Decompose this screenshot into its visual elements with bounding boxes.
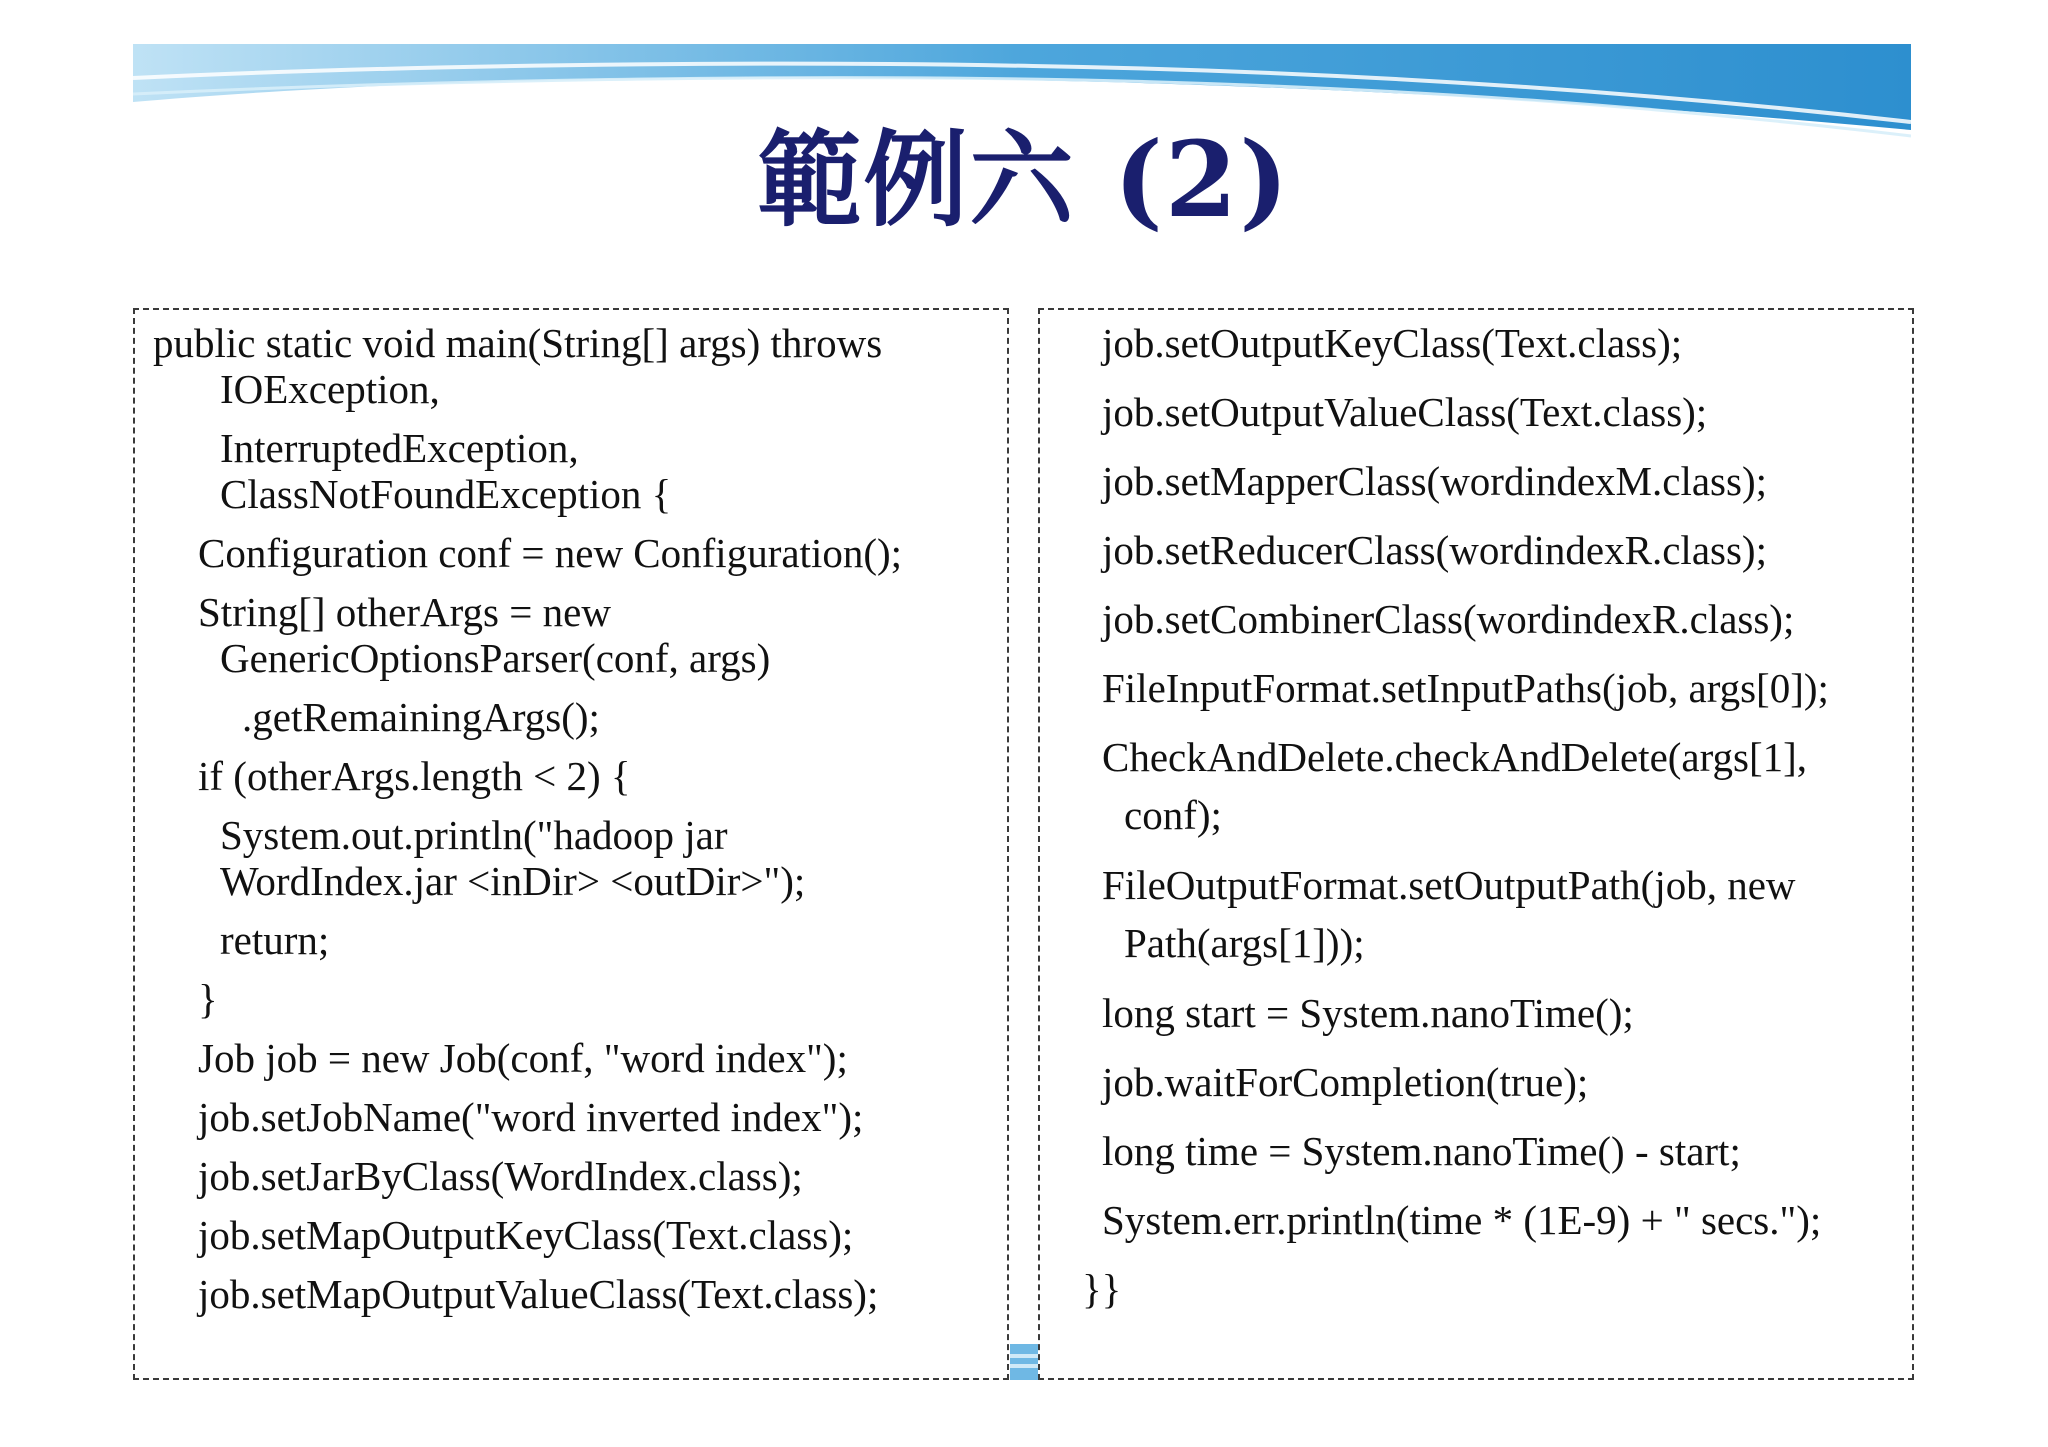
code-line: Path(args[1])); bbox=[1124, 920, 1365, 966]
code-line: CheckAndDelete.checkAndDelete(args[1], bbox=[1102, 734, 1808, 780]
slide-divider-marker bbox=[1010, 1344, 1038, 1380]
code-line: job.setJarByClass(WordIndex.class); bbox=[198, 1153, 803, 1199]
slide-title: 範例六 (2) bbox=[757, 118, 1291, 241]
code-line: job.setMapperClass(wordindexM.class); bbox=[1102, 458, 1767, 504]
code-line: .getRemainingArgs(); bbox=[242, 694, 600, 740]
code-line: Job job = new Job(conf, "word index"); bbox=[198, 1035, 848, 1081]
code-line: Configuration conf = new Configuration(); bbox=[198, 530, 903, 576]
code-line: job.setMapOutputValueClass(Text.class); bbox=[198, 1271, 879, 1317]
code-panel-left bbox=[133, 308, 1009, 1380]
code-line: long time = System.nanoTime() - start; bbox=[1102, 1128, 1741, 1174]
code-line: String[] otherArgs = new bbox=[198, 589, 611, 635]
code-line: job.setOutputValueClass(Text.class); bbox=[1102, 389, 1708, 435]
code-line: job.setOutputKeyClass(Text.class); bbox=[1102, 320, 1683, 366]
code-line: job.setMapOutputKeyClass(Text.class); bbox=[198, 1212, 854, 1258]
code-line: return; bbox=[220, 917, 330, 963]
code-line: job.setReducerClass(wordindexR.class); bbox=[1102, 527, 1767, 573]
code-line: }} bbox=[1082, 1266, 1122, 1312]
code-line: WordIndex.jar <inDir> <outDir>"); bbox=[220, 858, 806, 904]
code-line: public static void main(String[] args) throws bbox=[153, 320, 883, 366]
code-line: job.setCombinerClass(wordindexR.class); bbox=[1102, 596, 1795, 642]
code-panel-right bbox=[1038, 308, 1914, 1380]
code-line: System.err.println(time * (1E-9) + " secs."); bbox=[1102, 1197, 1822, 1243]
code-line: ClassNotFoundException { bbox=[220, 471, 672, 517]
code-line: } bbox=[198, 976, 218, 1022]
code-line: System.out.println("hadoop jar bbox=[220, 812, 728, 858]
code-line: InterruptedException, bbox=[220, 425, 579, 471]
code-line: job.setJobName("word inverted index"); bbox=[198, 1094, 864, 1140]
code-line: conf); bbox=[1124, 792, 1222, 838]
code-line: long start = System.nanoTime(); bbox=[1102, 990, 1634, 1036]
code-line: GenericOptionsParser(conf, args) bbox=[220, 635, 771, 681]
code-line: job.waitForCompletion(true); bbox=[1102, 1059, 1589, 1105]
code-line: FileOutputFormat.setOutputPath(job, new bbox=[1102, 862, 1796, 908]
code-line: FileInputFormat.setInputPaths(job, args[0]); bbox=[1102, 665, 1829, 711]
code-line: if (otherArgs.length < 2) { bbox=[198, 753, 631, 799]
code-line: IOException, bbox=[220, 366, 440, 412]
